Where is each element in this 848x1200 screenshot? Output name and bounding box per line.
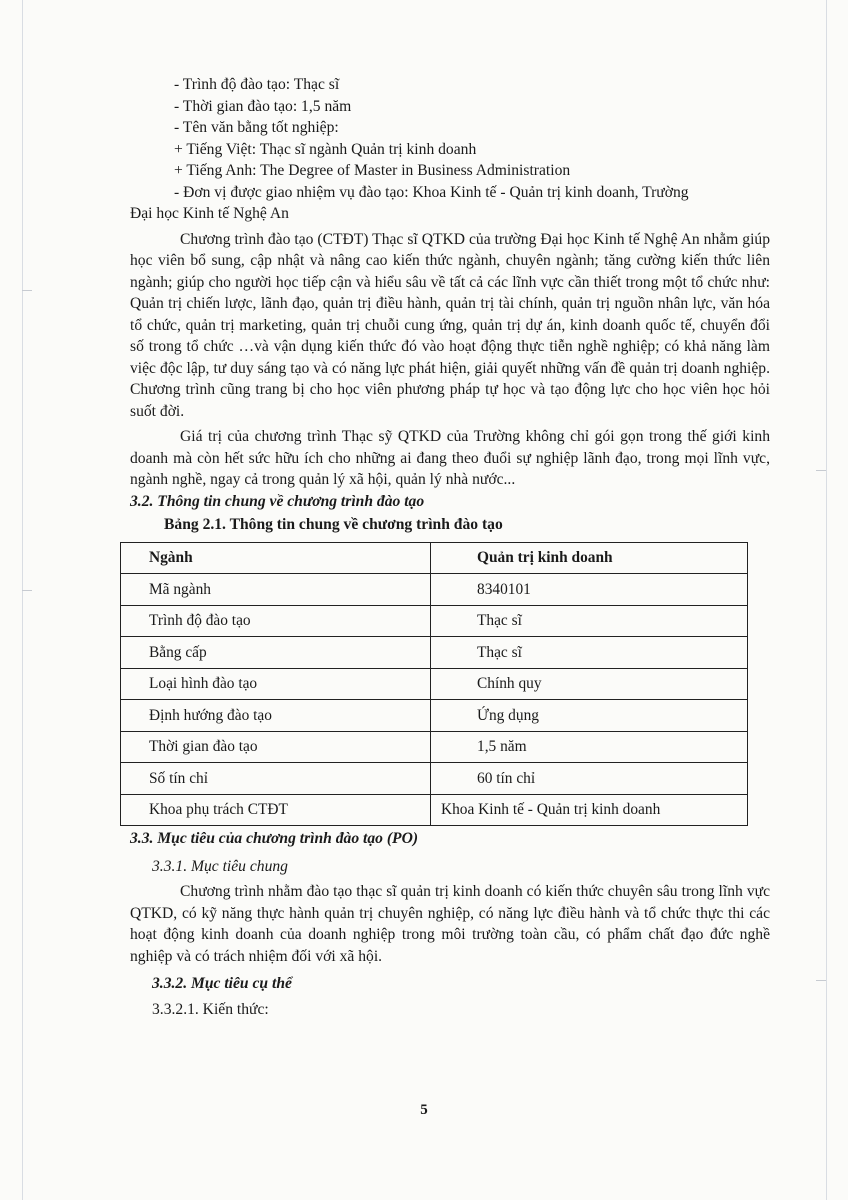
page-number: 5 [420,1102,428,1118]
document-body [130,74,770,1020]
section-heading-3-3-2: 3.3.2. Mục tiêu cụ thể [152,975,292,992]
table-cell-value: Thạc sĩ [431,605,748,637]
section-heading-3-2: 3.2. Thông tin chung về chương trình đào tạo [130,492,425,510]
bullet-continuation: Đại học Kinh tế Nghệ An [130,205,289,222]
value-paragraph: Giá trị của chương trình Thạc sỹ QTKD của Trường không chỉ gói gọn trong thế giới kinh doanh mà còn hết sức hữu ích cho những ai đang theo đuổi sự nghiệp lãnh đạo, trong mọi lĩnh vực, ngành nghề, ngay cả trong quản lý xã hội, quản lý nhà nước... [130,428,770,488]
table-row [121,605,748,637]
table-header-row [121,542,748,574]
right-margin-line [826,0,827,1200]
table-caption: Bảng 2.1. Thông tin chung về chương trình đào tạo [164,516,503,533]
general-objective-paragraph: Chương trình nhằm đào tạo thạc sĩ quản trị kinh doanh có kiến thức chuyên sâu trong lĩnh vực QTKD, có kỹ năng thực hành quản trị chuyên nghiệp, có năng lực điều hành và tổ chức thực thi các hoạt động kinh doanh của doanh nghiệp trong môi trường toàn cầu, có phẩm chất đạo đức nghề nghiệp và có trách nhiệm đối với xã hội. [130,883,770,965]
table-cell-label: Loại hình đào tạo [121,668,431,700]
bullet-list [130,74,770,203]
table-cell-label: Khoa phụ trách CTĐT [121,794,431,826]
table-cell-value: 8340101 [431,574,748,606]
section-heading-3-3-1: 3.3.1. Mục tiêu chung [152,857,288,875]
table-cell-label: Thời gian đào tạo [121,731,431,763]
table-cell-label: Số tín chỉ [121,763,431,795]
table-row [121,700,748,732]
table-cell-value: Thạc sĩ [431,637,748,669]
table-header-cell: Ngành [121,542,431,574]
section-heading-3-3-2-1: 3.3.2.1. Kiến thức: [152,1000,269,1018]
program-info-table [120,542,748,827]
table-cell-label: Bằng cấp [121,637,431,669]
bullet-item: - Trình độ đào tạo: Thạc sĩ [174,76,340,93]
margin-tick [22,590,32,591]
intro-paragraph: Chương trình đào tạo (CTĐT) Thạc sĩ QTKD của trường Đại học Kinh tế Nghệ An nhằm giúp học viên bổ sung, cập nhật và nâng cao kiến thức ngành, chuyên ngành; tăng cường kiến thức liên ngành; giúp cho người học tiếp cận và hiểu sâu về tất cả các lĩnh vực cần thiết trong một tổ chức như: Quản trị chiến lược, lãnh đạo, quản trị điều hành, quản trị tài chính, quản trị nguồn nhân lực, văn hóa tổ chức, quản trị marketing, quản trị chuỗi cung ứng, quản trị dự án, kinh doanh quốc tế, chuyển đổi số trong tổ chức …và vận dụng kiến thức đó vào hoạt động thực tiễn nghề nghiệp; có khả năng làm việc độc lập, tư duy sáng tạo và có năng lực phát hiện, giải quyết những vấn đề quản trị doanh nghiệp. Chương trình cũng trang bị cho học viên phương pháp tự học và tạo động lực cho học viên học hỏi suốt đời. [130,230,770,420]
table-row [121,731,748,763]
table-cell-value: Khoa Kinh tế - Quản trị kinh doanh [431,794,748,826]
table-cell-label: Trình độ đào tạo [121,605,431,637]
bullet-item: - Tên văn bằng tốt nghiệp: [174,119,339,136]
margin-tick [22,290,32,291]
table-cell-value: Chính quy [431,668,748,700]
table-row [121,794,748,826]
table-row [121,574,748,606]
table-row [121,668,748,700]
table-row [121,637,748,669]
table-cell-value: 60 tín chỉ [431,763,748,795]
margin-tick [816,470,826,471]
table-header-cell: Quản trị kinh doanh [431,542,748,574]
bullet-item: + Tiếng Việt: Thạc sĩ ngành Quản trị kinh doanh [174,140,477,158]
section-heading-3-3: 3.3. Mục tiêu của chương trình đào tạo (PO) [130,830,419,847]
bullet-item: - Đơn vị được giao nhiệm vụ đào tạo: Khoa Kinh tế - Quản trị kinh doanh, Trường [174,183,689,201]
table-cell-label: Định hướng đào tạo [121,700,431,732]
table-cell-label: Mã ngành [121,574,431,606]
table-row [121,763,748,795]
table-cell-value: 1,5 năm [431,731,748,763]
left-margin-line [22,0,23,1200]
bullet-item: - Thời gian đào tạo: 1,5 năm [174,97,352,115]
margin-tick [816,980,826,981]
bullet-item: + Tiếng Anh: The Degree of Master in Business Administration [174,162,571,179]
table-cell-value: Ứng dụng [431,700,748,732]
